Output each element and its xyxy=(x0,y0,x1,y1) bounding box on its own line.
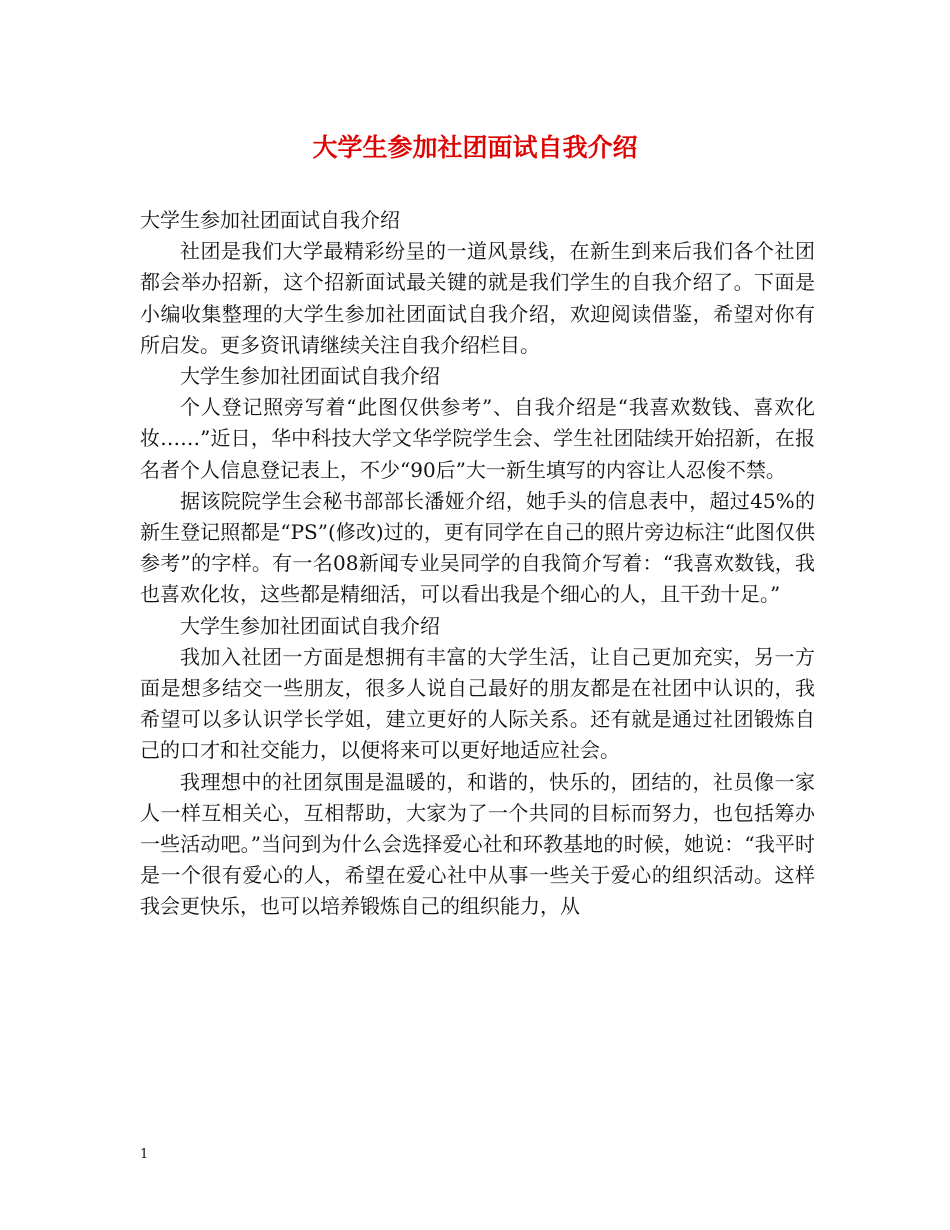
page-number: 1 xyxy=(140,1147,149,1162)
paragraph: 据该院院学生会秘书部部长潘娅介绍，她手头的信息表中，超过45%的新生登记照都是“PS”(修改)过的，更有同学在自己的照片旁边标注“此图仅供参考”的字样。有一名08新闻专业吴同学的自我简介写着：“我喜欢数钱，我也喜欢化妆，这些都是精细活，可以看出我是个细心的人，且干劲十足。” xyxy=(140,488,815,607)
paragraph: 我加入社团一方面是想拥有丰富的大学生活，让自己更加充实，另一方面是想多结交一些朋友，很多人说自己最好的朋友都是在社团中认识的，我希望可以多认识学长学姐，建立更好的人际关系。还有就是通过社团锻炼自己的口才和社交能力，以便将来可以更好地适应社会。 xyxy=(140,644,815,763)
document-body xyxy=(140,205,815,923)
paragraph-heading: 大学生参加社团面试自我介绍 xyxy=(180,364,440,389)
document-title: 大学生参加社团面试自我介绍 xyxy=(312,133,638,162)
paragraph: 个人登记照旁写着“此图仅供参考”、自我介绍是“我喜欢数钱、喜欢化妆……”近日，华中科技大学文华学院学生会、学生社团陆续开始招新，在报名者个人信息登记表上，不少“90后”大一新生填写的内容让人忍俊不禁。 xyxy=(140,395,815,482)
paragraph-heading: 大学生参加社团面试自我介绍 xyxy=(140,208,400,232)
paragraph: 我理想中的社团氛围是温暖的，和谐的，快乐的，团结的，社员像一家人一样互相关心，互相帮助，大家为了一个共同的目标而努力，也包括筹办一些活动吧。”当问到为什么会选择爱心社和环教基地的时候，她说：“我平时是一个很有爱心的人，希望在爱心社中从事一些关于爱心的组织活动。这样我会更快乐，也可以培养锻炼自己的组织能力，从 xyxy=(140,769,815,919)
paragraph: 社团是我们大学最精彩纷呈的一道风景线，在新生到来后我们各个社团都会举办招新，这个招新面试最关键的就是我们学生的自我介绍了。下面是小编收集整理的大学生参加社团面试自我介绍，欢迎阅读借鉴，希望对你有所启发。更多资讯请继续关注自我介绍栏目。 xyxy=(140,239,815,357)
paragraph-heading: 大学生参加社团面试自我介绍 xyxy=(180,613,440,638)
